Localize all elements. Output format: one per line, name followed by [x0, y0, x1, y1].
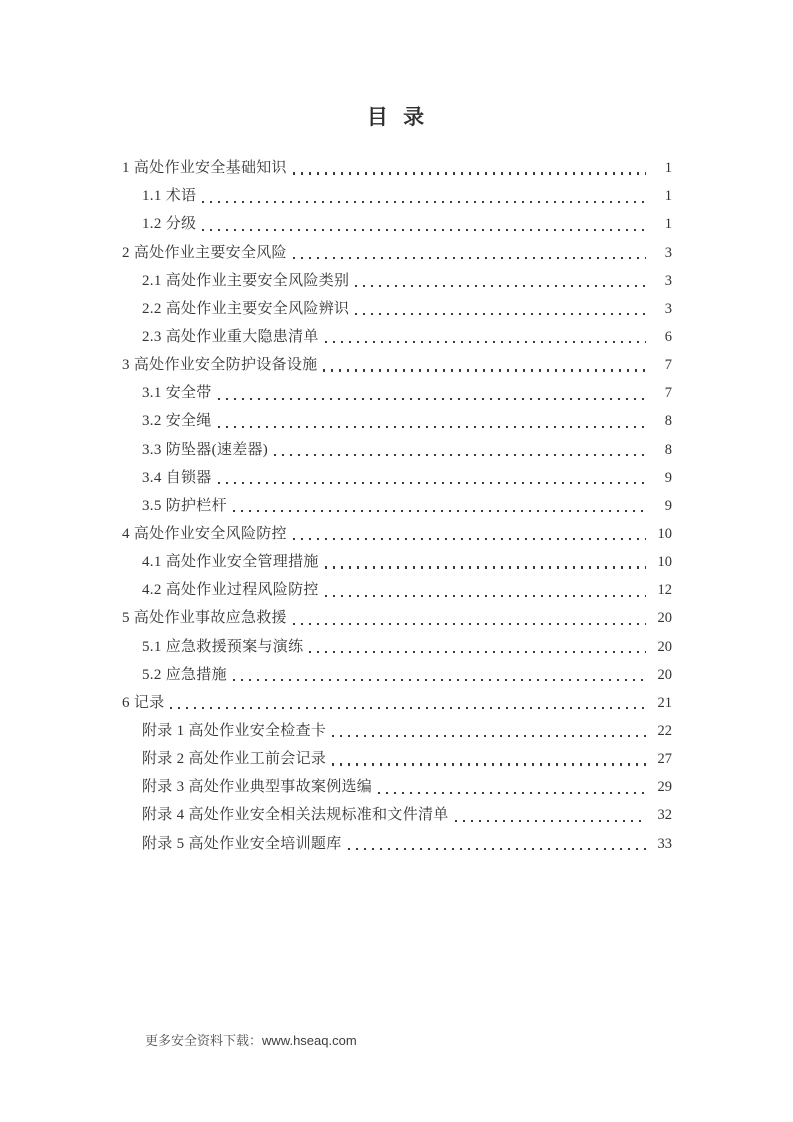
toc-entry-page-number: 8: [664, 413, 672, 430]
toc-entry[interactable]: [122, 488, 672, 516]
toc-dot-leader: [202, 229, 646, 231]
toc-entry-label: 附录 3 高处作业典型事故案例选编: [142, 779, 373, 796]
toc-entry[interactable]: [122, 375, 672, 403]
toc-dot-leader: [332, 735, 646, 737]
toc-entry-page-number: 20: [657, 666, 672, 683]
footer: [145, 1030, 357, 1049]
toc-entry-page-number: 1: [664, 188, 672, 205]
toc-entry[interactable]: [122, 572, 672, 600]
toc-entry-page-number: 9: [664, 469, 672, 486]
toc-dot-leader: [218, 482, 646, 484]
toc-entry-label: 3.5 防护栏杆: [142, 497, 227, 514]
toc-entry-label: 2 高处作业主要安全风险: [122, 244, 287, 261]
toc-dot-leader: [355, 285, 646, 287]
toc-entry[interactable]: [122, 347, 672, 375]
toc-dot-leader: [378, 792, 646, 794]
toc-entry-page-number: 8: [664, 441, 672, 458]
toc-entry-page-number: 29: [657, 779, 672, 796]
toc-entry-label: 4.1 高处作业安全管理措施: [142, 554, 319, 571]
toc-entry-page-number: 20: [657, 610, 672, 627]
toc-entry-label: 5 高处作业事故应急救援: [122, 610, 287, 627]
toc-entry-label: 3.1 安全带: [142, 385, 212, 402]
toc-entry-page-number: 9: [664, 497, 672, 514]
toc-entry-label: 4 高处作业安全风险防控: [122, 525, 287, 542]
toc-entry-page-number: 7: [664, 385, 672, 402]
page-title: 目 录: [366, 105, 427, 129]
toc-dot-leader: [233, 679, 646, 681]
toc-entry[interactable]: [122, 431, 672, 459]
toc-dot-leader: [325, 341, 646, 343]
toc-dot-leader: [218, 398, 646, 400]
toc-entry-page-number: 21: [657, 694, 672, 711]
toc-dot-leader: [348, 848, 646, 850]
toc-entry-page-number: 12: [657, 582, 672, 599]
toc-entry[interactable]: [122, 685, 672, 713]
toc-entry[interactable]: [122, 263, 672, 291]
toc-entry-label: 3.2 安全绳: [142, 413, 212, 430]
toc-entry[interactable]: [122, 544, 672, 572]
toc-entry-label: 3.4 自锁器: [142, 469, 212, 486]
toc-entry[interactable]: [122, 403, 672, 431]
toc-entry-page-number: 6: [664, 328, 672, 345]
toc-entry[interactable]: [122, 600, 672, 628]
toc-entry-label: 2.1 高处作业主要安全风险类别: [142, 272, 350, 289]
toc-dot-leader: [218, 426, 646, 428]
toc-entry-page-number: 22: [657, 722, 672, 739]
toc-entry[interactable]: [122, 234, 672, 262]
toc-entry-page-number: 27: [657, 751, 672, 768]
toc-dot-leader: [325, 566, 646, 568]
toc-dot-leader: [293, 257, 646, 259]
toc-entry[interactable]: [122, 797, 672, 825]
toc-entry-label: 附录 4 高处作业安全相关法规标准和文件清单: [142, 807, 449, 824]
toc-entry-label: 3.3 防坠器(速差器): [142, 441, 269, 458]
toc-entry-page-number: 1: [664, 216, 672, 233]
toc-entry-page-number: 32: [657, 807, 672, 824]
toc-entry-page-number: 10: [657, 554, 672, 571]
toc-entry-label: 附录 2 高处作业工前会记录: [142, 751, 327, 768]
toc-entry[interactable]: [122, 741, 672, 769]
toc-entry[interactable]: [122, 291, 672, 319]
toc-entry-label: 2.3 高处作业重大隐患清单: [142, 328, 319, 345]
toc-dot-leader: [293, 538, 646, 540]
toc-entry-page-number: 20: [657, 638, 672, 655]
toc-dot-leader: [332, 763, 646, 765]
toc-dot-leader: [202, 201, 646, 203]
toc-entry-page-number: 7: [664, 357, 672, 374]
toc-dot-leader: [170, 707, 646, 709]
toc-entry[interactable]: [122, 825, 672, 853]
toc-entry-page-number: 10: [657, 525, 672, 542]
toc-dot-leader: [233, 510, 646, 512]
footer-label: 更多安全资料下载：: [145, 1033, 263, 1048]
toc-entry[interactable]: [122, 516, 672, 544]
toc-entry-label: 附录 1 高处作业安全检查卡: [142, 722, 327, 739]
toc-dot-leader: [309, 651, 646, 653]
toc-entry-page-number: 3: [664, 300, 672, 317]
toc-entry[interactable]: [122, 657, 672, 685]
toc-dot-leader: [355, 313, 646, 315]
toc-entry-page-number: 3: [664, 272, 672, 289]
toc-entry-page-number: 3: [664, 244, 672, 261]
toc-entry[interactable]: [122, 769, 672, 797]
toc-entry-label: 6 记录: [122, 694, 165, 711]
toc-dot-leader: [323, 369, 646, 371]
toc-entry-label: 5.1 应急救援预案与演练: [142, 638, 304, 655]
toc-entry-label: 5.2 应急措施: [142, 666, 227, 683]
footer-url-link[interactable]: www.hseaq.com: [262, 1033, 357, 1048]
toc-entry[interactable]: [122, 628, 672, 656]
toc-dot-leader: [293, 172, 646, 174]
toc-entry-page-number: 1: [664, 160, 672, 177]
toc-entry[interactable]: [122, 713, 672, 741]
toc-entry-label: 1.2 分级: [142, 216, 197, 233]
toc-entry[interactable]: [122, 178, 672, 206]
table-of-contents: [122, 150, 672, 854]
toc-dot-leader: [455, 820, 646, 822]
toc-entry-label: 3 高处作业安全防护设备设施: [122, 357, 318, 374]
toc-dot-leader: [325, 595, 646, 597]
toc-entry-label: 1.1 术语: [142, 188, 197, 205]
toc-entry[interactable]: [122, 460, 672, 488]
toc-entry-label: 4.2 高处作业过程风险防控: [142, 582, 319, 599]
toc-dot-leader: [293, 623, 646, 625]
toc-entry-page-number: 33: [657, 835, 672, 852]
toc-dot-leader: [274, 454, 646, 456]
toc-entry-label: 2.2 高处作业主要安全风险辨识: [142, 300, 350, 317]
toc-entry-label: 1 高处作业安全基础知识: [122, 160, 287, 177]
toc-entry[interactable]: [122, 206, 672, 234]
toc-entry[interactable]: [122, 150, 672, 178]
toc-entry[interactable]: [122, 319, 672, 347]
toc-entry-label: 附录 5 高处作业安全培训题库: [142, 835, 342, 852]
